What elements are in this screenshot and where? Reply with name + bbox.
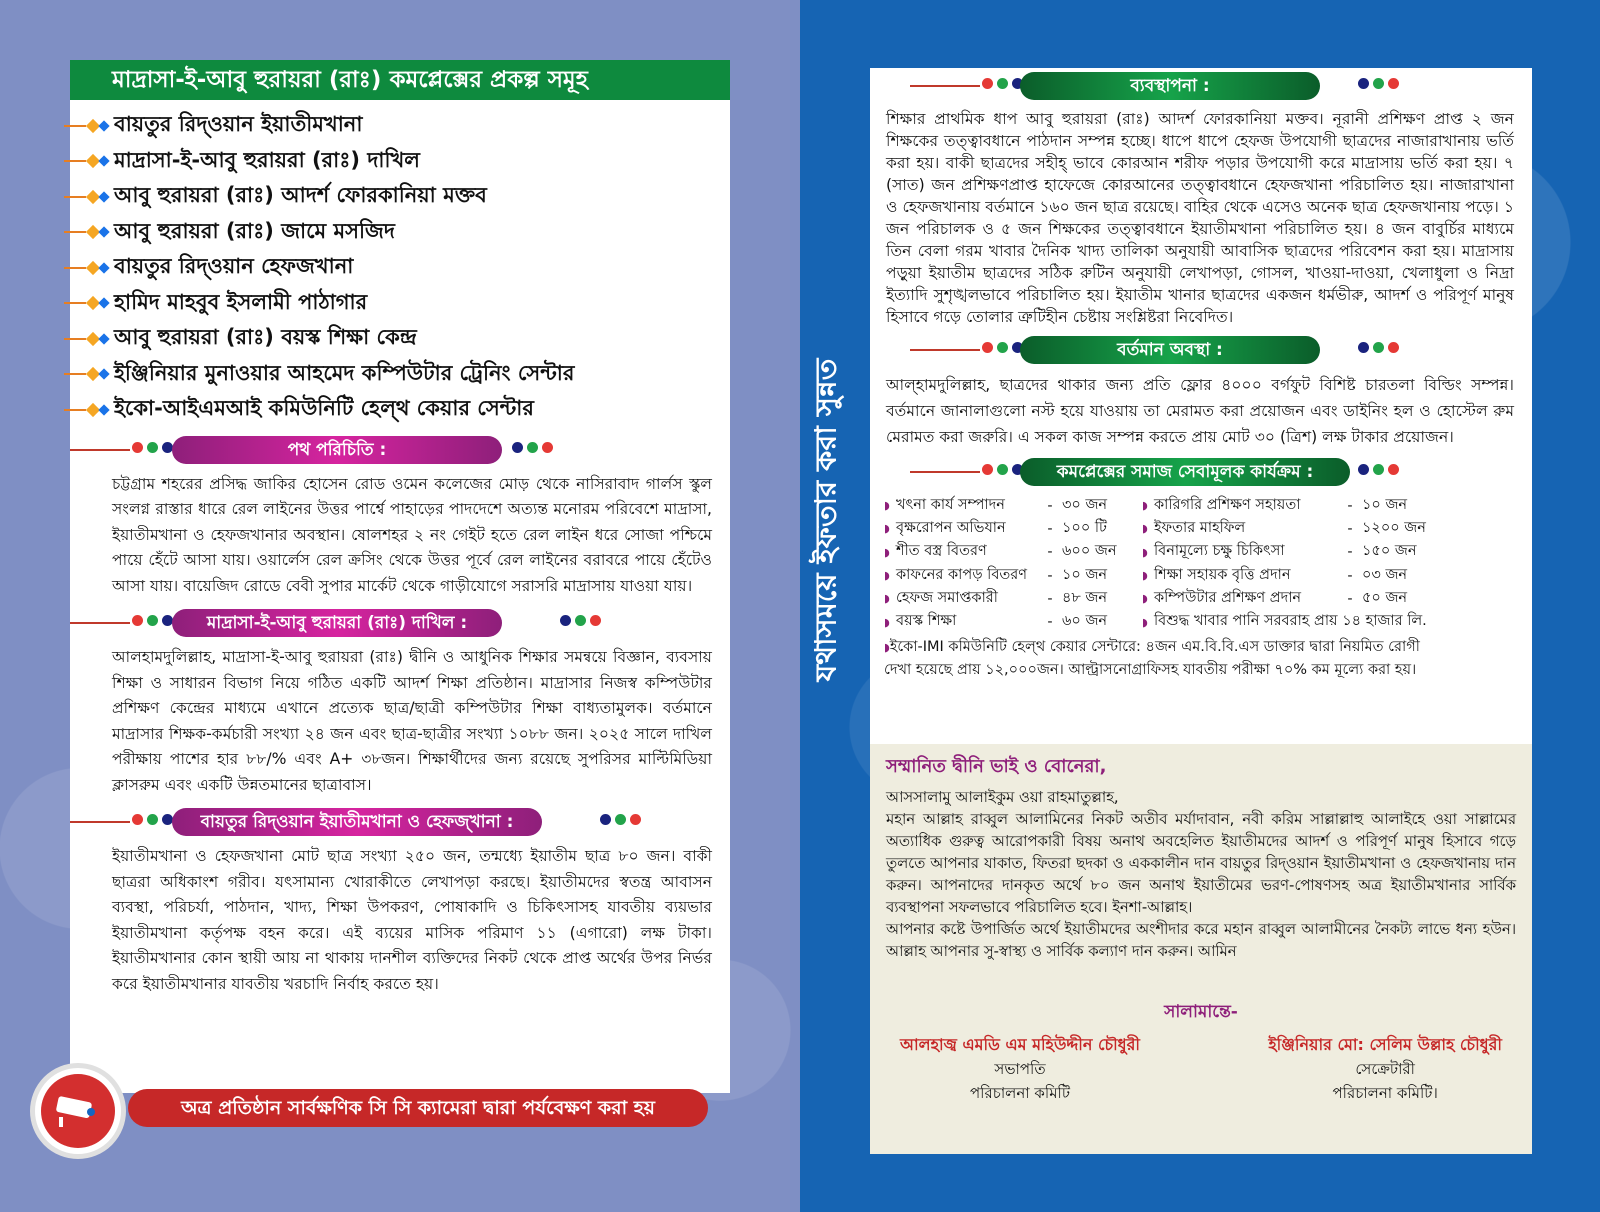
project-label: ইঞ্জিনিয়ার মুনাওয়ার আহমেদ কম্পিউটার ট্রেনিং সেন্টার xyxy=(114,360,575,385)
service-row xyxy=(884,517,1142,540)
dakhil-text: আলহামদুলিল্লাহ, মাদ্রাসা-ই-আবু হুরায়রা (রাঃ) দ্বীনি ও আধুনিক শিক্ষার সমন্বয়ে বিজ্ঞান, ব্যবসায় শিক্ষা ও সাধারন বিভাগ নিয়ে গঠিত একটি আদর্শ শিক্ষা প্রতিষ্ঠান। মাদ্রাসার নিজস্ব কম্পিউটার প্রশিক্ষণ কেন্দ্রের মাধ্যমে এখানে প্রত্যেক ছাত্র/ছাত্রী কম্পিউটার শিক্ষা বাধ্যতামুলক। বর্তমানে মাদ্রাসার শিক্ষক-কর্মচারী সংখ্যা ২৪ জন এবং ছাত্র-ছাত্রীর সংখ্যা ১০৮৮ জন। ২০২৫ সালে দাখিল পরীক্ষায় পাশের হার ৮৮/% এবং A+ ৩৮জন। শিক্ষার্থীদের জন্য রয়েছে সুপরিসর মাল্টিমিডিয়া ক্লাসরুম এবং একটি উন্নতমানের ছাত্রাবাস। xyxy=(112,648,712,794)
bullet-icon: ◗ xyxy=(884,522,890,536)
secretary-role: সেক্রেটারী xyxy=(1355,1060,1415,1078)
service-value: ১২০০ জন xyxy=(1362,519,1426,536)
project-item xyxy=(70,286,730,322)
service-value: ৬০ জন xyxy=(1062,613,1108,630)
secretary-name: ইঞ্জিনিয়ার মো: সেলিম উল্লাহ চৌধুরী xyxy=(1268,1035,1502,1054)
salam-text: সালামান্তে- xyxy=(1164,1002,1238,1022)
status-heading: বর্তমান অবস্থা : xyxy=(1020,336,1320,364)
signatures xyxy=(900,1033,1502,1105)
service-value: ১০ জন xyxy=(1062,566,1108,583)
project-label: বায়তুর রিদ্‌ওয়ান হেফজখানা xyxy=(114,254,354,279)
project-label: আবু হুরায়রা (রাঃ) আদর্শ ফোরকানিয়া মক্তব xyxy=(114,183,487,208)
president-org: পরিচালনা কমিটি xyxy=(970,1084,1070,1102)
health-line-1: ◗ইকো-IMI কমিউনিটি হেল্‌থ কেয়ার সেন্টারে: ৪জন এম.বি.বি.এস ডাক্তার দ্বারা নিয়মিত রোগী xyxy=(884,638,1420,655)
service-row xyxy=(884,587,1142,610)
service-row xyxy=(1142,541,1472,564)
service-dash: - xyxy=(1047,497,1053,514)
service-name: শীত বস্ত্র বিতরণ xyxy=(896,543,987,560)
status-text: আল্‌হামদুলিল্লাহ, ছাত্রদের থাকার জন্য প্রতি ফ্লোর ৪০০০ বর্গফুট বিশিষ্ট চারতলা বিল্ডিং সম্পন্ন। বর্তমানে জানালাগুলো নস্ট হয়ে যাওয়ায় তা মেরামত করা প্রয়োজন এবং ডাইনিং হল ও হোস্টেল রুম মেরামত করা জরুরি। এ সকল কাজ সম্পন্ন করতে প্রায় মোট ৩০ (ত্রিশ) লক্ষ টাকার প্রয়োজন। xyxy=(886,376,1514,446)
service-value: ১০০ টি xyxy=(1062,519,1107,536)
service-dash: - xyxy=(1047,567,1053,584)
service-dash: - xyxy=(1047,614,1053,631)
signature-secretary xyxy=(1268,1033,1502,1105)
service-water: বিশুদ্ধ খাবার পানি সরবরাহ প্রায় ১৪ হাজার লি. xyxy=(1154,613,1427,630)
service-name: বৃক্ষরোপন অভিযান xyxy=(896,519,1006,536)
service-row xyxy=(1142,564,1472,587)
orphan-heading: বায়তুর রিদ্‌ওয়ান ইয়াতীমখানা ও হেফজ্‌খানা : xyxy=(172,808,542,836)
project-item xyxy=(70,250,730,286)
service-name: কারিগরি প্রশিক্ষণ সহায়তা xyxy=(1154,496,1301,513)
president-name: আলহাজ্ব এমডি এম মহিউদ্দীন চৌধুরী xyxy=(900,1035,1140,1054)
project-label: বায়তুর রিদ্‌ওয়ান ইয়াতীমখানা xyxy=(114,112,363,137)
president-role: সভাপতি xyxy=(994,1060,1046,1078)
dakhil-heading-bar xyxy=(70,607,730,639)
services-left-column xyxy=(884,494,1142,634)
appeal-text-2: আপনার কষ্টে উপার্জিত অর্থে ইয়াতীমদের অংশীদার করে মহান রাব্বুল আলামীনের নৈকট্য লাভে ধন্য হউন। আল্লাহ আপনার সু-স্বাস্থ্য ও সার্বিক কল্যাণ দান করুন। আমিন xyxy=(886,921,1516,960)
service-name: বিনামূল্যে চক্ষু চিকিৎসা xyxy=(1154,543,1285,560)
bullet-icon: ◗ xyxy=(1142,569,1148,583)
path-heading-bar xyxy=(70,434,730,466)
bullet-icon: ◗ xyxy=(1142,499,1148,513)
project-label: আবু হুরায়রা (রাঃ) বয়স্ক শিক্ষা কেন্দ্র xyxy=(114,325,417,350)
mgmt-text: শিক্ষার প্রাথমিক ধাপ আবু হুরায়রা (রাঃ) আদর্শ ফোরকানিয়া মক্তব। নূরানী প্রশিক্ষণ প্রাপ্ত ২ জন শিক্ষকের তত্ত্বাবধানে পাঠদান সম্পন্ন হচ্ছে। ধাপে ধাপে হেফজ উপযোগী ছাত্রদের নাজারাখানায় ভর্তি করা হয়। বাকী ছাত্রদের সহীহ্ ভাবে কোরআন শরীফ পড়ার উপযোগী করে মাদ্রাসায় ভর্তি করা হয়। ৭ (সাত) জন প্রশিক্ষণপ্রাপ্ত হাফেজে কোরআনের তত্ত্বাবধানে হেফজখানা পরিচালিত হয়। নাজারাখানা ও হেফজখানায় বর্তমানে ১৬০ জন ছাত্র রয়েছে। বাহির থেকে এসেও অনেক ছাত্র হেফজখানায় পড়ে। ১ জন পরিচালক ও ৫ জন শিক্ষকের তত্ত্বাবধানে ইয়াতীমখানা পরিচালিত হয়। ৪ জন বাবুর্চির মাধ্যমে তিন বেলা গরম খাবার দৈনিক খাদ্য তালিকা অনুযায়ী আবাসিক ছাত্রদের পরিবেশন করা হয়। মাদ্রাসায় পড়ুয়া ইয়াতীম ছাত্রদের সঠিক রুটিন অনুযায়ী লেখাপড়া, গোসল, খাওয়া-দাওয়া, খেলাধুলা ও নিদ্রা ইত্যাদি সুশৃঙ্খলভাবে পরিচালিত হয়। ইয়াতীম খানার ছাত্রদের একজন ধর্মভীরু, আদর্শ ও পরিপূর্ণ মানুষ হিসাবে গড়ে তোলার ত্রুটিহীন চেষ্টায় সংশ্লিষ্টরা নিবেদিত। xyxy=(886,110,1514,326)
service-row xyxy=(1142,587,1472,610)
service-value: ৫০ জন xyxy=(1362,589,1408,606)
services-right-column xyxy=(1142,494,1472,634)
service-name: শিক্ষা সহায়ক বৃত্তি প্রদান xyxy=(1154,566,1291,583)
projects-title: মাদ্রাসা-ই-আবু হুরায়রা (রাঃ) কমপ্লেক্সের প্রকল্প সমূহ xyxy=(70,60,730,100)
bullet-icon: ◗ xyxy=(884,545,890,559)
project-item xyxy=(70,108,730,144)
mgmt-heading: ব্যবস্থাপনা : xyxy=(1020,72,1320,100)
bullet-icon: ◗ xyxy=(1142,545,1148,559)
bullet-arrow-icon xyxy=(64,121,108,131)
service-value: ৩০ জন xyxy=(1062,496,1108,513)
bullet-arrow-icon xyxy=(64,369,108,379)
project-item xyxy=(70,321,730,357)
bullet-icon: ◗ xyxy=(884,499,890,513)
project-item xyxy=(70,215,730,251)
service-row xyxy=(884,564,1142,587)
bullet-icon: ◗ xyxy=(1142,592,1148,606)
cctv-camera-icon xyxy=(30,1063,126,1159)
service-name: ইফতার মাহফিল xyxy=(1154,519,1246,536)
project-label: মাদ্রাসা-ই-আবু হুরায়রা (রাঃ) দাখিল xyxy=(114,147,420,172)
service-dash: - xyxy=(1347,544,1353,561)
service-name: কাফনের কাপড় বিতরণ xyxy=(896,566,1028,583)
service-value: ৬০০ জন xyxy=(1062,543,1117,560)
service-name: খৎনা কার্য সম্পাদন xyxy=(896,496,1005,513)
service-value: ৪৮ জন xyxy=(1062,589,1108,606)
service-name: কম্পিউটার প্রশিক্ষণ প্রদান xyxy=(1154,589,1302,606)
appeal-title: সম্মানিত দ্বীনি ভাই ও বোনেরা, xyxy=(886,756,1107,777)
signature-president xyxy=(900,1033,1140,1105)
project-label: আবু হুরায়রা (রাঃ) জামে মসজিদ xyxy=(114,218,395,243)
project-item xyxy=(70,392,730,428)
services-heading-bar xyxy=(870,456,1532,488)
bullet-arrow-icon xyxy=(64,298,108,308)
service-dash: - xyxy=(1047,520,1053,537)
appeal-box xyxy=(870,744,1532,1154)
left-content-panel xyxy=(70,60,730,1093)
path-text: চট্টগ্রাম শহরের প্রসিদ্ধ জাকির হোসেন রোড ওমেন কলেজের মোড় থেকে নাসিরাবাদ গার্লস স্কুল সংলগ্ন রাস্তার ধারে রেল লাইনের উত্তর পার্শ্বে পাহাড়ের পাদদেশে অত্যন্ত মনোরম পরিবেশে মাদ্রাসা, ইয়াতীমখানা ও হেফজখানার অবস্থান। ষোলশহর ২ নং গেইট হতে রেল লাইন ধরে সোজা পশ্চিমে পায়ে হেঁটে আসা যায়। ওয়ার্লেস রেল ক্রসিং থেকে উত্তর পূর্বে রেল লাইনের বরাবরে পায়ে হেঁটেও আসা যায়। বায়েজিদ রোডে বেবী সুপার মার্কেট থেকে গাড়ীযোগে সরাসরি মাদ্রাসায় যাওয়া যায়। xyxy=(112,474,712,595)
bullet-icon: ◗ xyxy=(1142,615,1148,629)
service-name: বয়স্ক শিক্ষা xyxy=(896,613,957,630)
slogan-text: যথাসময়ে ইফতার করা সুন্নত xyxy=(808,358,843,682)
bullet-arrow-icon xyxy=(64,227,108,237)
health-line-2: দেখা হয়েছে প্রায় ১২,০০০জন। আল্ট্রাসনোগ্রাফিসহ যাবতীয় পরীক্ষা ৭০% কম মূল্যে করা হয়। xyxy=(884,661,1417,678)
bullet-arrow-icon xyxy=(64,263,108,273)
bullet-icon: ◗ xyxy=(884,569,890,583)
service-row-water xyxy=(1142,610,1472,633)
bullet-arrow-icon xyxy=(64,192,108,202)
project-label: হামিদ মাহবুব ইসলামী পাঠাগার xyxy=(114,289,368,314)
service-row xyxy=(884,494,1142,517)
service-dash: - xyxy=(1347,590,1353,607)
project-item xyxy=(70,179,730,215)
project-label: ইকো-আইএমআই কমিউনিটি হেল্‌থ কেয়ার সেন্টার xyxy=(114,396,534,421)
appeal-text: মহান আল্লাহ রাব্বুল আলামিনের নিকট অতীব মর্যাদাবান, নবী করিম সাল্লাল্লাহু আলাইহে ওয়া সাল্লামের অত্যাধিক গুরুত্ব আরোপকারী বিষয় অনাথ অবহেলিত ইয়াতীমদের আদর্শ ও পরিপূর্ণ মানুষ হিসাবে গড়ে তুলতে আপনার যাকাত, ফিতরা ছদকা ও এককালীন দান বায়তুর রিদ্‌ওয়ান ইয়াতীমখানা ও হেফজখানায় দান করুন। আপনাদের দানকৃত অর্থে ৮০ জন অনাথ ইয়াতীমের ভরণ-পোষণসহ অত্র ইয়াতীমখানার সার্বিক ব্যবস্থাপনা সফলভাবে পরিচালিত হবে। ইনশা-আল্লাহ। xyxy=(886,811,1516,916)
status-heading-bar xyxy=(870,334,1532,366)
service-value: ১৫০ জন xyxy=(1362,543,1417,560)
project-item xyxy=(70,357,730,393)
bullet-icon: ◗ xyxy=(884,592,890,606)
secretary-org: পরিচালনা কমিটি। xyxy=(1332,1084,1438,1102)
project-item xyxy=(70,144,730,180)
service-row xyxy=(884,541,1142,564)
bullet-arrow-icon xyxy=(64,405,108,415)
services-heading: কমপ্লেক্সের সমাজ সেবামূলক কার্যক্রম : xyxy=(1020,458,1350,486)
dakhil-heading: মাদ্রাসা-ই-আবু হুরায়রা (রাঃ) দাখিল : xyxy=(172,609,502,637)
service-row xyxy=(1142,494,1472,517)
project-list xyxy=(70,108,730,428)
bullet-arrow-icon xyxy=(64,156,108,166)
bullet-icon: ◗ xyxy=(884,615,890,629)
health-center-note xyxy=(884,636,1532,681)
orphan-text: ইয়াতীমখানা ও হেফজখানা মোট ছাত্র সংখ্যা ২৫০ জন, তন্মধ্যে ইয়াতীম ছাত্র ৮০ জন। বাকী ছাত্ররা অধিকাংশ গরীব। যৎসামান্য খোরাকীতে লেখাপড়া করছে। ইয়াতীমদের স্বতন্ত্র আবাসন ব্যবস্থা, পরিচর্যা, পাঠদান, খাদ্য, শিক্ষা উপকরণ, পোষাকাদি ও চিকিৎসাসহ যাবতীয় ব্যয়ভার ইয়াতীমখানা কর্তৃপক্ষ বহন করে। এই ব্যয়ের মাসিক পরিমাণ ১১ (এগারো) লক্ষ টাকা। ইয়াতীমখানার কোন স্থায়ী আয় না থাকায় দানশীল ব্যক্তিদের নিকট থেকে প্রাপ্ত অর্থের উপর নির্ভর করে ইয়াতীমখানার যাবতীয় খরচাদি নির্বাহ করতে হয়। xyxy=(112,847,712,993)
services-table xyxy=(884,494,1532,634)
service-dash: - xyxy=(1047,544,1053,561)
service-value: ০৩ জন xyxy=(1362,566,1408,583)
path-heading: পথ পরিচিতি : xyxy=(172,436,502,464)
service-dash: - xyxy=(1047,590,1053,607)
service-row xyxy=(1142,517,1472,540)
service-dash: - xyxy=(1347,497,1353,514)
orphan-heading-bar xyxy=(70,806,730,838)
service-dash: - xyxy=(1347,520,1353,537)
vertical-slogan xyxy=(808,120,848,920)
service-row xyxy=(884,610,1142,633)
bullet-icon: ◗ xyxy=(1142,522,1148,536)
right-content-panel xyxy=(870,68,1532,1154)
appeal-greeting: আসসালামু আলাইকুম ওয়া রাহমাতুল্লাহ, xyxy=(886,789,1119,806)
cctv-notice-banner: অত্র প্রতিষ্ঠান সার্বক্ষণিক সি সি ক্যামেরা দ্বারা পর্যবেক্ষণ করা হয় xyxy=(128,1089,708,1127)
service-name: হেফজ সমাপ্তকারী xyxy=(896,589,998,606)
service-value: ১০ জন xyxy=(1362,496,1408,513)
service-dash: - xyxy=(1347,567,1353,584)
mgmt-heading-bar xyxy=(870,70,1532,102)
bullet-arrow-icon xyxy=(64,334,108,344)
